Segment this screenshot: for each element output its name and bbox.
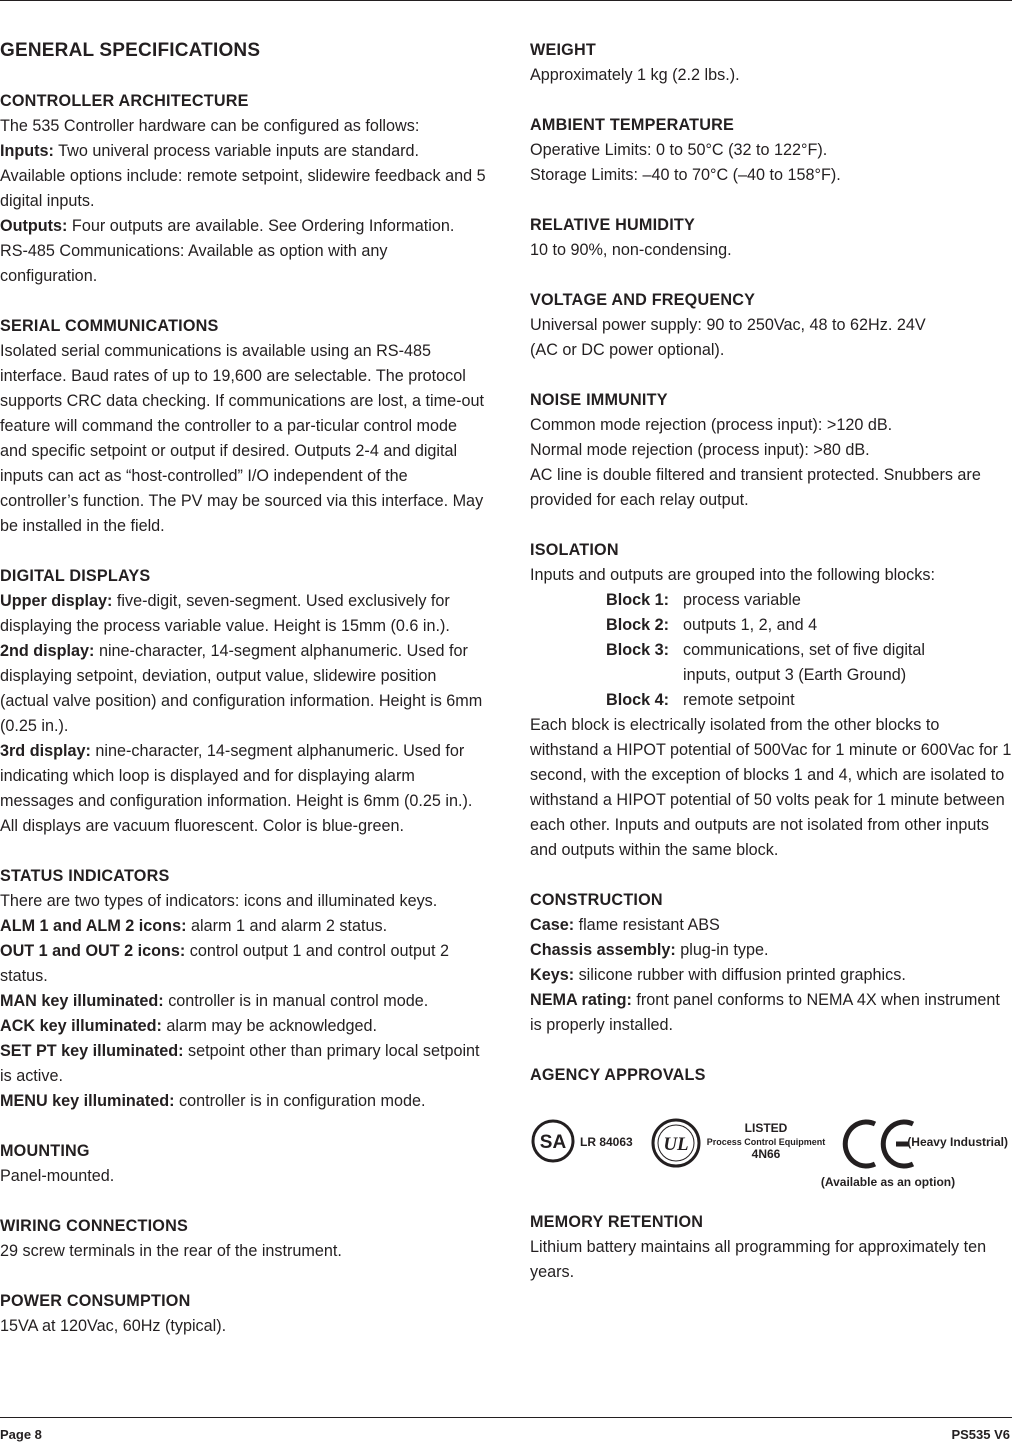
- section-heading: AMBIENT TEMPERATURE: [530, 116, 735, 134]
- paragraph: Universal power supply: 90 to 250Vac, 48 to 62Hz. 24V: [530, 316, 926, 334]
- paragraph: (AC or DC power optional).: [530, 341, 725, 359]
- ce-option-note: (Available as an option): [820, 1175, 956, 1189]
- block-row: Block 4: remote setpoint: [606, 691, 795, 709]
- paragraph: Approximately 1 kg (2.2 lbs.).: [530, 66, 740, 84]
- page-title: GENERAL SPECIFICATIONS: [0, 40, 261, 61]
- paragraph: 15VA at 120Vac, 60Hz (typical).: [0, 1317, 227, 1335]
- section-heading: WEIGHT: [530, 41, 596, 59]
- paragraph: 29 screw terminals in the rear of the instrument.: [0, 1242, 342, 1260]
- paragraph: All displays are vacuum fluorescent. Color is blue-green.: [0, 817, 404, 835]
- paragraph: Operative Limits: 0 to 50°C (32 to 122°F).: [530, 141, 828, 159]
- paragraph: There are two types of indicators: icons and illuminated keys.: [0, 892, 438, 910]
- paragraph: Each block is electrically isolated from the other blocks to withstand a HIPOT potential of 500Vac for 1 minute or 600Vac for 1 second, with the exception of blocks 1 and 4, which are isolated to withstand a HIPOT potential of 50 volts peak for 1 minute between each other. Inputs and outputs are not isolated from other inputs and outputs within the same block.: [530, 716, 1012, 859]
- svg-text:UL: UL: [663, 1134, 689, 1155]
- footer-rule: [0, 1417, 1012, 1418]
- outputs-spec: Outputs: Four outputs are available. See Ordering Information.: [0, 217, 455, 235]
- ul-listed: LISTED: [744, 1121, 788, 1135]
- approvals-logos: [530, 1092, 1012, 1200]
- section-ambient-temperature: [530, 113, 1012, 188]
- block-row: Block 3: communications, set of five digital inputs, output 3 (Earth Ground): [606, 641, 926, 684]
- third-display-spec: 3rd display: nine-character, 14-segment alphanumeric. Used for indicating which loop is displayed and for displaying alarm messages and configuration information. Height is 6mm (0.25 in.).: [0, 742, 473, 810]
- list-item: MENU key illuminated: controller is in configuration mode.: [0, 1092, 426, 1110]
- paragraph: Inputs and outputs are grouped into the following blocks:: [530, 566, 935, 584]
- list-item: Keys: silicone rubber with diffusion printed graphics.: [530, 966, 906, 984]
- paragraph: 10 to 90%, non-condensing.: [530, 241, 732, 259]
- list-item: NEMA rating: front panel conforms to NEMA 4X when instrument is properly installed.: [530, 991, 1000, 1034]
- section-digital-displays: [0, 564, 486, 839]
- list-item: ACK key illuminated: alarm may be acknowledged.: [0, 1017, 377, 1035]
- section-weight: [530, 38, 1012, 88]
- paragraph: Isolated serial communications is available using an RS-485 interface. Baud rates of up to 19,600 are selectable. The protocol supports CRC data checking. If communications are lost, a time-out feature will command the controller to a par-ticular control mode and specific setpoint or output if desired. Outputs 2-4 and digital inputs can act as “host-controlled” I/O independent of the controller’s function. The PV may be sourced via this interface. May be installed in the field.: [0, 342, 485, 535]
- section-mounting: [0, 1139, 486, 1189]
- section-heading: NOISE IMMUNITY: [530, 391, 668, 409]
- section-heading: VOLTAGE AND FREQUENCY: [530, 291, 756, 309]
- second-display-spec: 2nd display: nine-character, 14-segment alphanumeric. Used for displaying setpoint, deviation, output value, slidewire position (actual valve position) and configuration information. Height is 6mm (0.25 in.).: [0, 642, 483, 735]
- section-memory-retention: [530, 1210, 1012, 1285]
- upper-display-spec: Upper display: five-digit, seven-segment. Used exclusively for displaying the process variable value. Height is 15mm (0.6 in.).: [0, 592, 450, 635]
- section-heading: DIGITAL DISPLAYS: [0, 567, 151, 585]
- list-item: MAN key illuminated: controller is in manual control mode.: [0, 992, 429, 1010]
- block-row: Block 2: outputs 1, 2, and 4: [606, 616, 818, 634]
- paragraph: AC line is double filtered and transient protected. Snubbers are provided for each relay output.: [530, 466, 981, 509]
- list-item: OUT 1 and OUT 2 icons: control output 1 and control output 2 status.: [0, 942, 449, 985]
- section-heading: RELATIVE HUMIDITY: [530, 216, 695, 234]
- ce-logo: [845, 1122, 913, 1166]
- ul-category: Process Control Equipment: [706, 1137, 826, 1147]
- page-number: Page 8: [0, 1427, 42, 1442]
- right-column: [530, 38, 1012, 1310]
- ul-logo: [653, 1120, 699, 1166]
- document-code: PS535 V6: [951, 1427, 1010, 1442]
- paragraph: The 535 Controller hardware can be configured as follows:: [0, 117, 420, 135]
- section-serial-communications: [0, 314, 486, 539]
- section-heading: SERIAL COMMUNICATIONS: [0, 317, 219, 335]
- section-status-indicators: [0, 864, 486, 1114]
- svg-text:SA: SA: [539, 1132, 567, 1153]
- section-heading: AGENCY APPROVALS: [530, 1066, 706, 1084]
- section-heading: ISOLATION: [530, 541, 619, 559]
- section-controller-architecture: [0, 89, 486, 289]
- block-row: Block 1: process variable: [606, 591, 801, 609]
- ce-heavy-industrial: (Heavy Industrial): [907, 1135, 1008, 1149]
- paragraph: Normal mode rejection (process input): >80 dB.: [530, 441, 870, 459]
- section-heading: CONSTRUCTION: [530, 891, 663, 909]
- section-heading: CONTROLLER ARCHITECTURE: [0, 92, 249, 110]
- list-item: Chassis assembly: plug-in type.: [530, 941, 769, 959]
- approval-marks: [530, 1092, 1012, 1200]
- section-heading: WIRING CONNECTIONS: [0, 1217, 188, 1235]
- list-item: Case: flame resistant ABS: [530, 916, 720, 934]
- section-heading: MEMORY RETENTION: [530, 1213, 704, 1231]
- section-heading: STATUS INDICATORS: [0, 867, 170, 885]
- top-rule: [0, 0, 1012, 1]
- section-wiring-connections: [0, 1214, 486, 1264]
- csa-number: LR 84063: [580, 1135, 633, 1149]
- section-noise-immunity: [530, 388, 1012, 513]
- section-construction: [530, 888, 1012, 1038]
- section-relative-humidity: [530, 213, 1012, 263]
- paragraph: Panel-mounted.: [0, 1167, 115, 1185]
- paragraph: Lithium battery maintains all programming for approximately ten years.: [530, 1238, 987, 1281]
- paragraph: Storage Limits: –40 to 70°C (–40 to 158°F).: [530, 166, 841, 184]
- section-voltage-frequency: [530, 288, 1012, 363]
- csa-logo: [533, 1121, 573, 1161]
- section-isolation: [530, 538, 1012, 863]
- left-column: [0, 38, 486, 1364]
- ul-code: 4N66: [751, 1147, 781, 1161]
- rs485-spec: RS-485 Communications: Available as option with any configuration.: [0, 242, 388, 285]
- section-power-consumption: [0, 1289, 486, 1339]
- inputs-spec: Inputs: Two univeral process variable inputs are standard. Available options include: remote setpoint, slidewire feedback and 5 digital inputs.: [0, 142, 486, 210]
- paragraph: Common mode rejection (process input): >120 dB.: [530, 416, 893, 434]
- section-heading: MOUNTING: [0, 1142, 90, 1160]
- section-heading: POWER CONSUMPTION: [0, 1292, 191, 1310]
- section-agency-approvals: [530, 1063, 1012, 1200]
- list-item: ALM 1 and ALM 2 icons: alarm 1 and alarm 2 status.: [0, 917, 388, 935]
- list-item: SET PT key illuminated: setpoint other than primary local setpoint is active.: [0, 1042, 480, 1085]
